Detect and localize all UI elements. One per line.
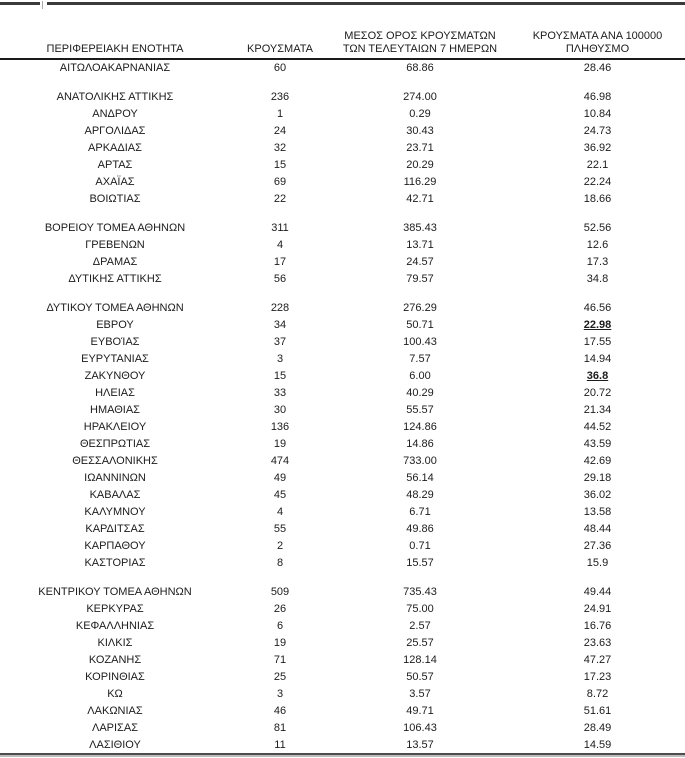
region-cell: ΗΜΑΘΙΑΣ	[90, 404, 140, 416]
per100k-cell: 17.3	[586, 256, 609, 268]
table-row	[0, 419, 685, 436]
table-row	[0, 59, 685, 77]
cases-cell: 3	[276, 688, 284, 700]
per100k-cell: 34.8	[586, 273, 609, 285]
table-body	[0, 59, 685, 754]
table-row	[0, 334, 685, 351]
region-cell: ΚΑΣΤΟΡΙΑΣ	[84, 557, 146, 569]
avg7-cell: 14.86	[406, 438, 434, 450]
table-row	[0, 453, 685, 470]
avg7-cell: 7.57	[409, 353, 431, 365]
table-row	[0, 254, 685, 271]
region-cell: ΚΑΡΔΙΤΣΑΣ	[85, 523, 145, 535]
region-cell: ΛΑΚΩΝΙΑΣ	[87, 705, 143, 717]
per100k-cell: 22.98	[583, 319, 612, 331]
region-cell: ΕΥΒΟΊΑΣ	[90, 336, 140, 348]
avg7-cell: 49.71	[406, 705, 434, 717]
per100k-cell: 23.63	[583, 637, 612, 649]
spacer-cell	[0, 77, 685, 89]
header-row	[0, 0, 685, 59]
region-cell: ΔΥΤΙΚΗΣ ΑΤΤΙΚΗΣ	[68, 273, 162, 285]
avg7-cell: 15.57	[406, 557, 434, 569]
cases-cell: 24	[273, 125, 287, 137]
table-row	[0, 487, 685, 504]
region-cell: ΒΟΙΩΤΙΑΣ	[89, 193, 141, 205]
cases-cell: 236	[270, 91, 290, 103]
per100k-cell: 24.91	[583, 603, 612, 615]
cases-cell: 34	[273, 319, 287, 331]
region-cell: ΔΡΑΜΑΣ	[92, 256, 138, 268]
spacer-cell	[0, 288, 685, 300]
avg7-cell: 68.86	[406, 62, 434, 74]
cases-cell: 25	[273, 671, 287, 683]
region-cell: ΚΑΒΑΛΑΣ	[89, 489, 141, 501]
per100k-cell: 46.98	[583, 91, 612, 103]
cases-cell: 37	[273, 336, 287, 348]
table-row	[0, 737, 685, 754]
avg7-cell: 274.00	[403, 91, 437, 103]
per100k-cell: 22.1	[586, 159, 609, 171]
cases-cell: 17	[273, 256, 287, 268]
per100k-cell: 17.55	[583, 336, 612, 348]
avg7-cell: 6.00	[409, 370, 431, 382]
cases-cell: 1	[276, 108, 284, 120]
region-cell: ΑΙΤΩΛΟΑΚΑΡΝΑΝΙΑΣ	[59, 62, 171, 74]
cases-cell: 311	[271, 222, 289, 234]
per100k-cell: 47.27	[583, 654, 612, 666]
per100k-cell: 43.59	[583, 438, 612, 450]
avg7-cell: 50.71	[406, 319, 434, 331]
cases-cell: 46	[273, 705, 287, 717]
avg7-cell: 13.57	[406, 739, 434, 751]
region-cell: ΑΡΓΟΛΙΔΑΣ	[84, 125, 146, 137]
cases-cell: 81	[273, 722, 287, 734]
cases-cell: 4	[276, 506, 284, 518]
cases-cell: 11	[274, 739, 286, 751]
spacer-row	[0, 208, 685, 220]
table-row	[0, 317, 685, 334]
table-row	[0, 669, 685, 686]
avg7-cell: 56.14	[406, 472, 434, 484]
header-avg7-line2: ΤΩΝ ΤΕΛΕΥΤΑΙΩΝ 7 ΗΜΕΡΩΝ	[342, 43, 498, 55]
cases-cell: 6	[276, 620, 284, 632]
per100k-cell: 36.02	[583, 489, 612, 501]
table-row	[0, 351, 685, 368]
per100k-cell: 29.18	[583, 472, 612, 484]
per100k-cell: 12.6	[586, 239, 609, 251]
header-cases-label: ΚΡΟΥΣΜΑΤΑ	[247, 43, 313, 55]
cases-cell: 19	[273, 438, 287, 450]
region-cell: ΚΕΦΑΛΛΗΝΙΑΣ	[75, 620, 155, 632]
avg7-cell: 75.00	[406, 603, 434, 615]
avg7-cell: 116.29	[403, 176, 437, 188]
top-border-right-segment	[47, 2, 685, 5]
table-row	[0, 237, 685, 254]
avg7-cell: 20.29	[406, 159, 434, 171]
cases-cell: 71	[273, 654, 287, 666]
region-cell: ΚΑΡΠΑΘΟΥ	[84, 540, 146, 552]
avg7-cell: 100.43	[403, 336, 437, 348]
region-cell: ΚΑΛΥΜΝΟΥ	[84, 506, 146, 518]
avg7-cell: 735.43	[403, 586, 437, 598]
table-row	[0, 157, 685, 174]
avg7-cell: 50.57	[406, 671, 434, 683]
table-row	[0, 635, 685, 652]
per100k-cell: 18.66	[583, 193, 612, 205]
region-cell: ΘΕΣΠΡΩΤΙΑΣ	[79, 438, 151, 450]
per100k-cell: 14.94	[583, 353, 612, 365]
avg7-cell: 79.57	[406, 273, 434, 285]
header-avg7	[330, 0, 510, 59]
region-cell: ΚΩ	[107, 688, 123, 700]
per100k-cell: 51.61	[583, 705, 612, 717]
table-row	[0, 402, 685, 419]
cases-cell: 136	[270, 421, 290, 433]
region-cell: ΕΥΡΥΤΑΝΙΑΣ	[81, 353, 149, 365]
cases-cell: 19	[273, 637, 287, 649]
top-border-left-segment	[0, 2, 40, 5]
cases-cell: 228	[270, 302, 290, 314]
table-row	[0, 106, 685, 123]
cases-cell: 33	[273, 387, 287, 399]
per100k-cell: 44.52	[583, 421, 612, 433]
avg7-cell: 13.71	[406, 239, 434, 251]
per100k-cell: 15.9	[586, 557, 609, 569]
table-row	[0, 618, 685, 635]
region-cell: ΙΩΑΝΝΙΝΩΝ	[84, 472, 146, 484]
avg7-cell: 3.57	[409, 688, 431, 700]
spacer-row	[0, 572, 685, 584]
avg7-cell: 42.71	[406, 193, 434, 205]
table-row	[0, 436, 685, 453]
per100k-cell: 42.69	[583, 455, 612, 467]
region-cell: ΖΑΚΥΝΘΟΥ	[84, 370, 146, 382]
cases-cell: 32	[273, 142, 287, 154]
per100k-cell: 14.59	[583, 739, 612, 751]
avg7-cell: 49.86	[406, 523, 434, 535]
cases-cell: 30	[273, 404, 287, 416]
header-per100k-line1: ΚΡΟΥΣΜΑΤΑ ΑΝΑ 100000	[532, 30, 663, 42]
region-cell: ΚΕΝΤΡΙΚΟΥ ΤΟΜΕΑ ΑΘΗΝΩΝ	[38, 586, 192, 598]
cases-cell: 26	[273, 603, 287, 615]
table-row	[0, 584, 685, 601]
table-row	[0, 686, 685, 703]
cases-cell: 474	[270, 455, 290, 467]
per100k-cell: 24.73	[583, 125, 612, 137]
header-avg7-line1: ΜΕΣΟΣ ΟΡΟΣ ΚΡΟΥΣΜΑΤΩΝ	[344, 30, 496, 42]
region-cell: ΑΝΑΤΟΛΙΚΗΣ ΑΤΤΙΚΗΣ	[56, 91, 174, 103]
cases-cell: 15	[273, 370, 287, 382]
cases-cell: 49	[273, 472, 287, 484]
avg7-cell: 385.43	[403, 222, 437, 234]
region-cell: ΑΧΑΪΑΣ	[95, 176, 135, 188]
region-cell: ΓΡΕΒΕΝΩΝ	[85, 239, 145, 251]
table-row	[0, 368, 685, 385]
per100k-cell: 46.56	[583, 302, 612, 314]
spacer-row	[0, 77, 685, 89]
region-cell: ΑΡΤΑΣ	[97, 159, 133, 171]
avg7-cell: 276.29	[403, 302, 437, 314]
cases-cell: 56	[273, 273, 287, 285]
avg7-cell: 106.43	[403, 722, 437, 734]
region-cell: ΑΡΚΑΔΙΑΣ	[88, 142, 142, 154]
table-row	[0, 220, 685, 237]
table-row	[0, 385, 685, 402]
per100k-cell: 27.36	[583, 540, 612, 552]
table-row	[0, 703, 685, 720]
region-cell: ΚΟΖΑΝΗΣ	[88, 654, 142, 666]
per100k-cell: 36.8	[586, 370, 609, 382]
table-row	[0, 174, 685, 191]
avg7-cell: 23.71	[406, 142, 434, 154]
avg7-cell: 0.29	[409, 108, 431, 120]
region-cell: ΘΕΣΣΑΛΟΝΙΚΗΣ	[72, 455, 158, 467]
region-cell: ΚΙΛΚΙΣ	[97, 637, 133, 649]
per100k-cell: 28.49	[583, 722, 612, 734]
per100k-cell: 48.44	[583, 523, 612, 535]
table-row	[0, 601, 685, 618]
per100k-cell: 52.56	[583, 222, 612, 234]
avg7-cell: 25.57	[406, 637, 434, 649]
avg7-cell: 24.57	[406, 256, 434, 268]
per100k-cell: 49.44	[583, 586, 612, 598]
spacer-cell	[0, 572, 685, 584]
region-cell: ΚΟΡΙΝΘΙΑΣ	[85, 671, 145, 683]
spacer-cell	[0, 208, 685, 220]
avg7-cell: 48.29	[406, 489, 434, 501]
per100k-cell: 36.92	[583, 142, 612, 154]
per100k-cell: 13.58	[583, 506, 612, 518]
per100k-cell: 8.72	[586, 688, 609, 700]
region-cell: ΒΟΡΕΙΟΥ ΤΟΜΕΑ ΑΘΗΝΩΝ	[44, 222, 186, 234]
per100k-cell: 21.34	[583, 404, 612, 416]
avg7-cell: 40.29	[406, 387, 434, 399]
header-per100k-line2: ΠΛΗΘΥΣΜΟ	[565, 43, 630, 55]
cases-cell: 15	[273, 159, 287, 171]
cases-cell: 8	[276, 557, 284, 569]
table-row	[0, 300, 685, 317]
cases-cell: 3	[276, 353, 284, 365]
avg7-cell: 55.57	[406, 404, 434, 416]
table-row	[0, 271, 685, 288]
avg7-cell: 30.43	[406, 125, 434, 137]
table-row	[0, 538, 685, 555]
table-row	[0, 555, 685, 572]
cases-cell: 45	[273, 489, 287, 501]
table-row	[0, 89, 685, 106]
region-cell: ΕΒΡΟΥ	[96, 319, 134, 331]
table-row	[0, 504, 685, 521]
cases-cell: 60	[273, 62, 287, 74]
table-row	[0, 470, 685, 487]
avg7-cell: 124.86	[403, 421, 437, 433]
table-row	[0, 652, 685, 669]
table-row	[0, 521, 685, 538]
cases-cell: 4	[276, 239, 284, 251]
table-header	[0, 0, 685, 59]
table-row	[0, 140, 685, 157]
header-cases	[230, 0, 330, 59]
region-cell: ΛΑΡΙΣΑΣ	[91, 722, 138, 734]
header-per100k	[510, 0, 685, 59]
table-row	[0, 191, 685, 208]
spacer-row	[0, 288, 685, 300]
per100k-cell: 16.76	[583, 620, 612, 632]
cases-cell: 55	[273, 523, 287, 535]
region-cell: ΚΕΡΚΥΡΑΣ	[86, 603, 144, 615]
avg7-cell: 733.00	[403, 455, 437, 467]
per100k-cell: 22.24	[583, 176, 612, 188]
avg7-cell: 6.71	[409, 506, 431, 518]
cases-cell: 69	[273, 176, 287, 188]
per100k-cell: 10.84	[583, 108, 612, 120]
per100k-cell: 17.23	[583, 671, 612, 683]
per100k-cell: 20.72	[583, 387, 612, 399]
region-cell: ΗΡΑΚΛΕΙΟΥ	[83, 421, 147, 433]
bottom-border-light-line	[0, 755, 685, 757]
region-cell: ΛΑΣΙΘΙΟΥ	[89, 739, 141, 751]
region-cell: ΗΛΕΙΑΣ	[95, 387, 135, 399]
cases-cell: 22	[273, 193, 287, 205]
table-row	[0, 123, 685, 140]
region-cell: ΔΥΤΙΚΟΥ ΤΟΜΕΑ ΑΘΗΝΩΝ	[46, 302, 184, 314]
header-region-label: ΠΕΡΙΦΕΡΕΙΑΚΗ ΕΝΟΤΗΤΑ	[46, 43, 184, 55]
top-border-gap-tick	[42, 1, 43, 9]
avg7-cell: 2.57	[409, 620, 431, 632]
per100k-cell: 28.46	[583, 62, 612, 74]
table-row	[0, 720, 685, 737]
avg7-cell: 0.71	[409, 540, 431, 552]
region-cell: ΑΝΔΡΟΥ	[92, 108, 138, 120]
cases-cell: 2	[276, 540, 284, 552]
header-region	[0, 0, 230, 59]
avg7-cell: 128.14	[403, 654, 437, 666]
cases-cell: 509	[270, 586, 290, 598]
